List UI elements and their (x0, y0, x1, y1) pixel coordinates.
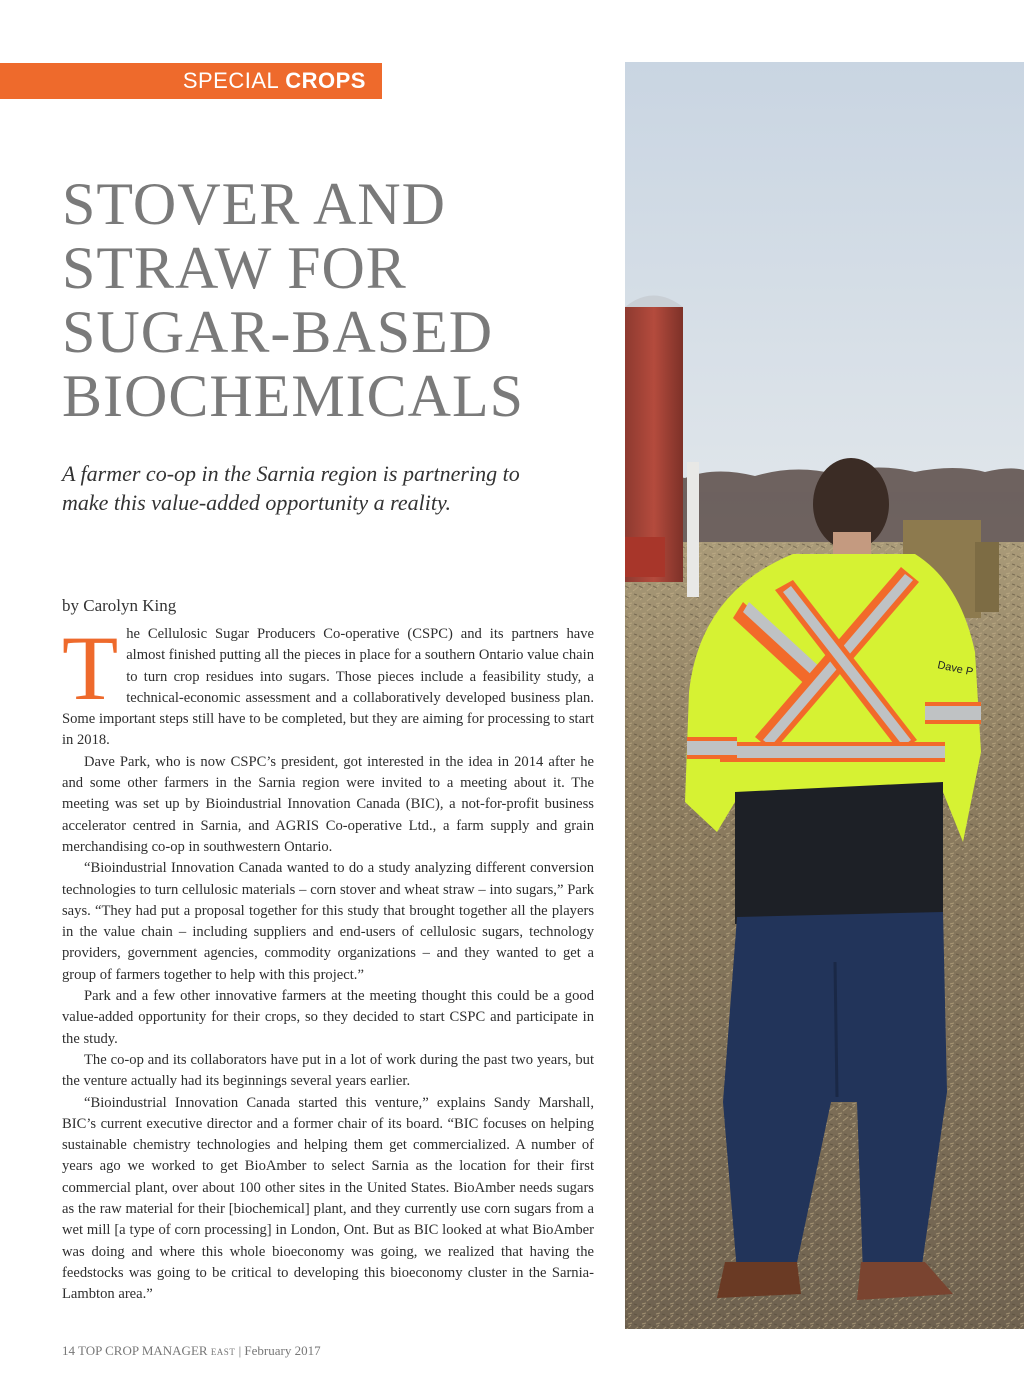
article-paragraph: Dave Park, who is now CSPC’s president, got interested in the idea in 2014 after he and some other farmers in the Sarnia region were invited to a meeting about it. The meeting was set up by Bioindustrial Innovation Canada (BIC), a not-for-profit business accelerator centred in Sarnia, and AGRIS Co-operative Ltd., a farm supply and grain merchandising co-op in southwestern Ontario. (62, 753, 594, 855)
headline-line: STOVER AND (62, 171, 446, 237)
reflective-band (720, 746, 945, 758)
section-tab (0, 63, 382, 99)
footer-separator: | (238, 1343, 242, 1358)
person-neck (833, 532, 871, 556)
headline-line: BIOCHEMICALS (62, 363, 525, 429)
article-headline (62, 172, 622, 428)
page-number: 14 (62, 1343, 75, 1358)
deck-line: make this value-added opportunity a reality. (62, 490, 451, 515)
article-paragraph: The co-op and its collaborators have put in a lot of work during the past two years, but the venture actually had its beginnings several years earlier. (62, 1051, 594, 1090)
headline-line: SUGAR-BASED (62, 299, 494, 365)
section-label-bold: CROPS (285, 68, 366, 93)
paragraph-text: he Cellulosic Sugar Producers Co-operative (CSPC) and its partners have almost finished putting all the pieces in place for a southern Ontario value chain to turn crop residues into sugars. Those pieces include a feasibility study, a technical-economic assessment and a collaboratively developed business plan. Some important steps still have to be completed, but they are aiming for processing to start in 2018. (62, 626, 594, 749)
sleeve-band (925, 706, 981, 720)
publication-name: TOP CROP MANAGER (78, 1343, 208, 1358)
article-paragraph: “Bioindustrial Innovation Canada started this venture,” explains Sandy Marshall, BIC’s current executive director and a former chair of its board. “BIC focuses on helping sustainable chemistry technologies and helping them get commercialized. A number of years ago we worked to get BioAmber to select Sarnia as the location for their first commercial plant, over about 100 other sites in the United States. BioAmber needs sugars as the raw material for their [biochemical] plant, and they currently use corn sugars from a wet mill [a type of corn processing] in London, Ont. But as BIC looked at what BioAmber was doing and where this whole bioeconomy was going, we realized that having the feedstocks was going to be critical to developing this bioeconomy cluster in the Sarnia-Lambton area.” (62, 1094, 594, 1303)
jeans-seam (835, 962, 837, 1097)
drop-cap: T (62, 617, 119, 719)
sky-shape (625, 62, 1024, 492)
issue-date: February 2017 (244, 1343, 321, 1358)
article-paragraph (62, 617, 594, 752)
page-footer (62, 1343, 321, 1359)
deck-line: A farmer co-op in the Sarnia region is partnering to (62, 461, 520, 486)
pole-shape (687, 462, 699, 597)
article-photo (625, 62, 1024, 1329)
jacket-name-text: Dave P (936, 659, 975, 679)
left-boot (717, 1262, 801, 1298)
article-body (62, 617, 594, 1306)
edition-label: EAST (210, 1347, 236, 1357)
sleeve-band (687, 741, 737, 755)
farm-equipment (625, 537, 665, 577)
headline-line: STRAW FOR (62, 235, 407, 301)
straw-bale-side (975, 542, 999, 612)
jacket-lower (735, 782, 943, 924)
article-deck (62, 459, 602, 517)
article-paragraph: Park and a few other innovative farmers at the meeting thought this could be a good value-added opportunity for their crops, so they decided to start CSPC and participate in the study. (62, 988, 594, 1047)
photo-illustration (625, 62, 1024, 1329)
byline: by Carolyn King (62, 596, 177, 615)
section-label-light: SPECIAL (182, 68, 280, 93)
article-paragraph: “Bioindustrial Innovation Canada wanted to do a study analyzing different conversion technologies to turn cellulosic materials – corn stover and wheat straw – into sugars,” Park says. “They had put a proposal together for this study that brought together all the players in the value chain – including suppliers and end-users of cellulosic sugars, technology providers, government agencies, commodity organizations – and they wanted to get a group of farmers together to help with this project.” (62, 860, 594, 983)
